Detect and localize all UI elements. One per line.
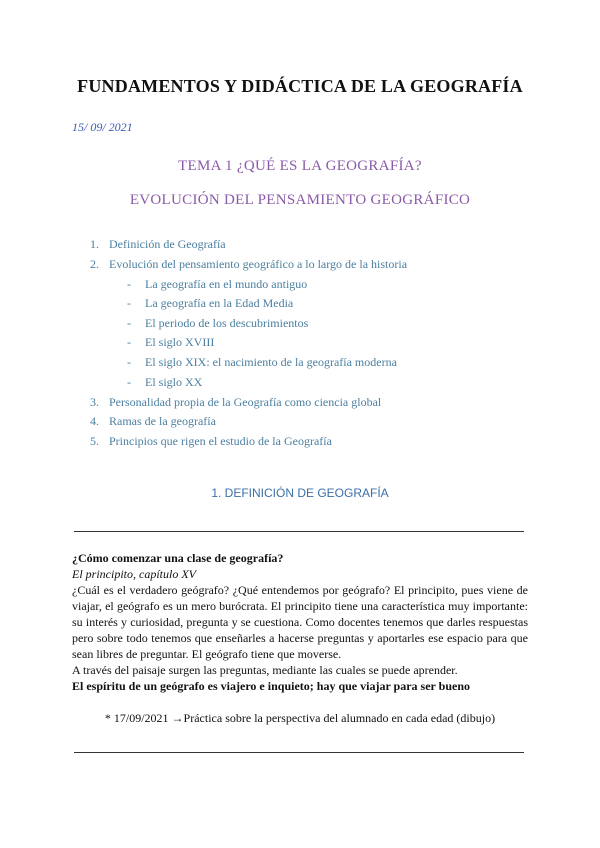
document-title: FUNDAMENTOS Y DIDÁCTICA DE LA GEOGRAFÍA: [77, 76, 523, 96]
toc-item-number: 2.: [90, 257, 99, 271]
toc-subitem-label: El siglo XX: [145, 375, 203, 389]
toc-subitem-bullet: -: [127, 277, 131, 291]
toc-subitem-label: El siglo XIX: el nacimiento de la geografía moderna: [145, 355, 397, 369]
toc-subitem-bullet: -: [127, 296, 131, 310]
key-statement: El espíritu de un geógrafo es viajero e inquieto; hay que viajar para ser bueno: [72, 679, 471, 693]
divider: [74, 531, 524, 532]
toc-subitem-label: La geografía en el mundo antiguo: [145, 277, 308, 291]
toc-item-label: Personalidad propia de la Geografía como ciencia global: [109, 395, 382, 409]
toc-subitem-label: El siglo XVIII: [145, 335, 215, 349]
toc-item-label: Evolución del pensamiento geográfico a lo largo de la historia: [109, 257, 408, 271]
toc-subitem-bullet: -: [127, 375, 131, 389]
section-body: [72, 550, 528, 694]
toc-item-number: 5.: [90, 434, 99, 448]
tema-heading: TEMA 1 ¿QUÉ ES LA GEOGRAFÍA?: [178, 158, 422, 174]
toc-subitem-label: La geografía en la Edad Media: [145, 296, 294, 310]
toc-item-label: Definición de Geografía: [109, 237, 226, 251]
divider: [74, 752, 524, 753]
toc-subitem-bullet: -: [127, 335, 131, 349]
practice-note: * 17/09/2021 →Práctica sobre la perspectiva del alumnado en cada edad (dibujo): [104, 711, 496, 725]
tema-subtitle: EVOLUCIÓN DEL PENSAMIENTO GEOGRÁFICO: [129, 192, 471, 208]
toc-item-label: Ramas de la geografía: [109, 414, 216, 428]
toc-item-number: 1.: [90, 237, 99, 251]
toc-item-number: 4.: [90, 414, 99, 428]
body-line: A través del paisaje surgen las preguntas, mediante las cuales se puede aprender.: [72, 663, 458, 677]
source-citation: El principito, capítulo XV: [72, 567, 196, 581]
section-heading: 1. DEFINICIÓN DE GEOGRAFÍA: [211, 486, 389, 500]
document-date: 15/ 09/ 2021: [72, 120, 133, 134]
body-paragraph: ¿Cuál es el verdadero geógrafo? ¿Qué entendemos por geógrafo? El principito, pues viene de viajar, el geógrafo es un mero burócrata. El principito tiene una característica muy importante: su interés y curiosidad, pregunta y se cuestiona. Como docentes tenemos que darles respuestas pero sobre todo tenemos que enseñarles a hacerse preguntas y aportarles ese espacio para que sean libres de preguntar. El geógrafo tiene que moverse.: [72, 583, 528, 661]
toc-subitem-label: El periodo de los descubrimientos: [145, 316, 309, 330]
toc-subitem-bullet: -: [127, 316, 131, 330]
toc-item-number: 3.: [90, 395, 99, 409]
toc-item-label: Principios que rigen el estudio de la Geografía: [109, 434, 332, 448]
toc-subitem-bullet: -: [127, 355, 131, 369]
question-heading: ¿Cómo comenzar una clase de geografía?: [72, 551, 284, 565]
